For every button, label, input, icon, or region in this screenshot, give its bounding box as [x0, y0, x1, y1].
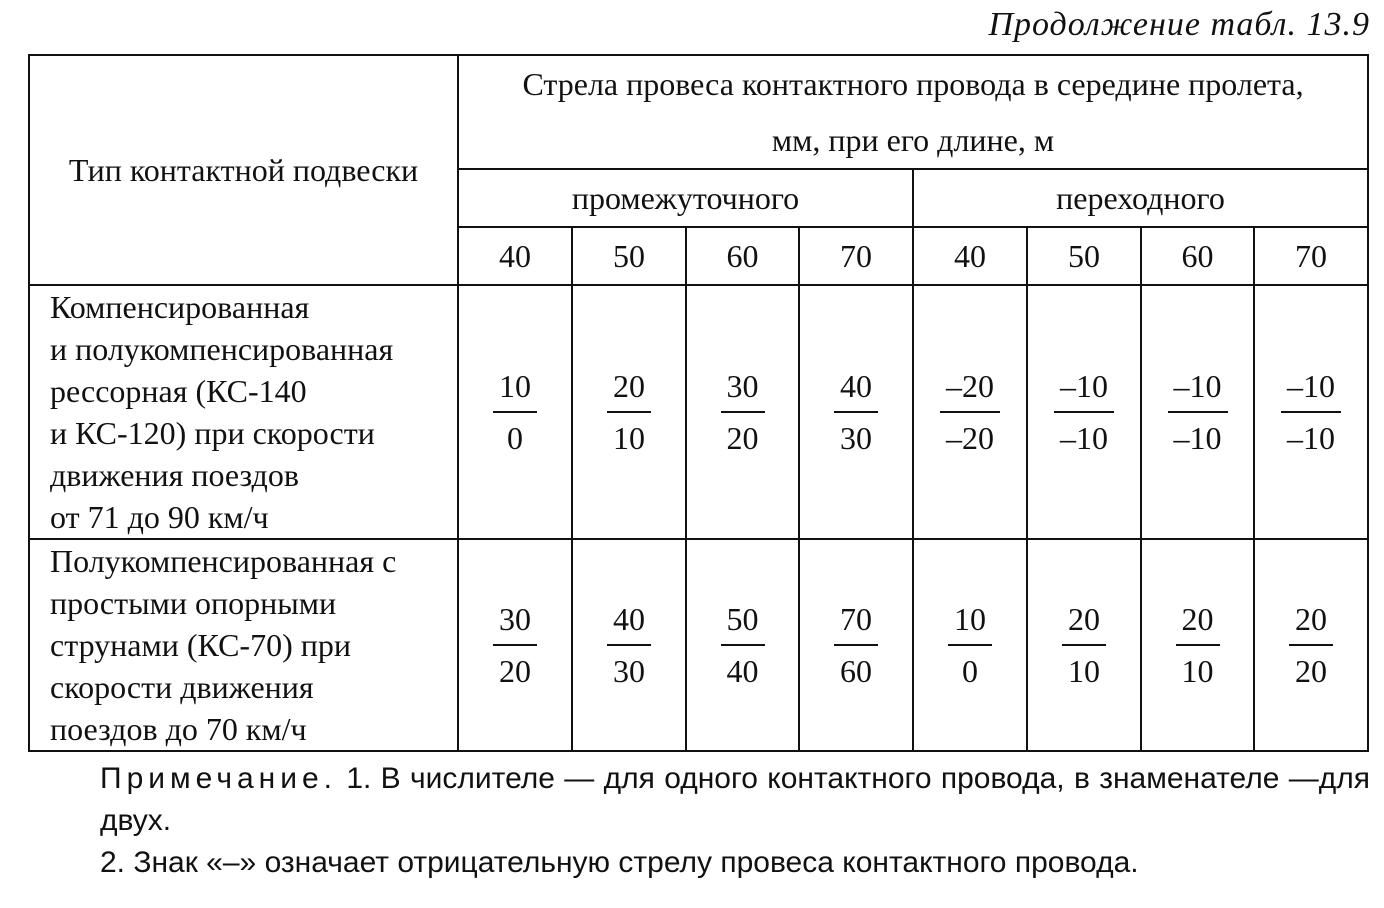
fraction	[948, 596, 992, 694]
numerator: 30	[499, 601, 531, 637]
value-cell	[1141, 539, 1254, 751]
fraction-bar	[721, 644, 765, 646]
length-header: 60	[1141, 227, 1254, 285]
fraction	[834, 363, 878, 461]
numerator: 30	[726, 368, 759, 404]
denominator: 30	[840, 420, 872, 456]
group-header-line-1: Стрела провеса контактного провода в середине пролета,	[522, 66, 1304, 102]
row-label: Полукомпенсированная с простыми опорными струнами (КС-70) при скорости движения поездов до 70 км/ч	[29, 539, 458, 751]
fraction	[1168, 363, 1228, 461]
value-cell	[913, 539, 1027, 751]
numerator: –10	[1060, 368, 1108, 404]
numerator: 20	[613, 368, 645, 404]
fraction-bar	[1054, 411, 1114, 413]
fraction-bar	[834, 411, 878, 413]
table-row	[29, 285, 1368, 539]
sub-header-transitional: переходного	[913, 169, 1368, 227]
numerator: 10	[954, 601, 986, 637]
fraction	[493, 363, 537, 461]
denominator: 0	[507, 420, 523, 456]
value-cell	[686, 539, 799, 751]
fraction-bar	[940, 411, 1000, 413]
fraction	[940, 363, 1000, 461]
denominator: 20	[499, 653, 531, 689]
fraction	[493, 596, 537, 694]
value-cell	[1027, 539, 1141, 751]
fraction-bar	[1176, 644, 1220, 646]
numerator: 70	[840, 601, 872, 637]
value-cell	[1254, 285, 1368, 539]
value-cell	[1027, 285, 1141, 539]
value-cell	[572, 285, 686, 539]
length-header: 70	[799, 227, 913, 285]
table-note	[0, 758, 1370, 884]
value-cell	[458, 539, 572, 751]
fraction-bar	[721, 411, 765, 413]
numerator: –10	[1287, 368, 1336, 404]
note-item-1	[0, 758, 1370, 842]
numerator: –20	[946, 368, 994, 404]
value-cell	[458, 285, 572, 539]
fraction	[721, 596, 765, 694]
fraction-bar	[834, 644, 878, 646]
denominator: 0	[962, 653, 978, 689]
fraction-bar	[948, 644, 992, 646]
fraction-bar	[1289, 644, 1333, 646]
fraction	[607, 596, 651, 694]
denominator: –20	[946, 420, 994, 456]
denominator: 10	[613, 420, 645, 456]
type-header: Тип контактной подвески	[29, 55, 458, 285]
fraction-bar	[1168, 411, 1228, 413]
numerator: 20	[1181, 601, 1214, 637]
value-cell	[799, 539, 913, 751]
fraction-bar	[1062, 644, 1106, 646]
fraction-bar	[607, 644, 651, 646]
length-header: 40	[458, 227, 572, 285]
numerator: –10	[1173, 368, 1222, 404]
row-label: Компенсированная и полукомпенсированная рессорная (КС-140 и КС-120) при скорости движения поездов от 71 до 90 км/ч	[29, 285, 458, 539]
denominator: 20	[726, 420, 759, 456]
numerator: 40	[840, 368, 872, 404]
fraction	[721, 363, 765, 461]
value-cell	[572, 539, 686, 751]
length-header: 50	[1027, 227, 1141, 285]
note-item-2: 2. Знак «–» означает отрицательную стрелу провеса контактного провода.	[100, 846, 1139, 879]
sag-table	[28, 54, 1369, 752]
group-header-line-2: мм, при его длине, м	[771, 122, 1055, 158]
note-item-1-text: 1. В числителе — для одного контактного провода, в знаменателе —для двух.	[100, 762, 1370, 837]
length-header: 60	[686, 227, 799, 285]
fraction	[1054, 363, 1114, 461]
denominator: 20	[1295, 653, 1328, 689]
length-header: 50	[572, 227, 686, 285]
fraction	[834, 596, 878, 694]
denominator: 10	[1068, 653, 1100, 689]
value-cell	[913, 285, 1027, 539]
fraction	[1062, 596, 1106, 694]
denominator: 30	[613, 653, 645, 689]
denominator: 40	[726, 653, 759, 689]
numerator: 10	[499, 368, 531, 404]
numerator: 40	[613, 601, 645, 637]
fraction	[607, 363, 651, 461]
sub-header-intermediate: промежуточного	[458, 169, 913, 227]
fraction-bar	[493, 411, 537, 413]
fraction-bar	[493, 644, 537, 646]
denominator: 60	[840, 653, 872, 689]
numerator: 20	[1068, 601, 1100, 637]
fraction	[1289, 596, 1333, 694]
numerator: 50	[726, 601, 759, 637]
length-header: 70	[1254, 227, 1368, 285]
value-cell	[1141, 285, 1254, 539]
fraction	[1281, 363, 1341, 461]
group-header	[458, 55, 1368, 169]
fraction-bar	[607, 411, 651, 413]
denominator: –10	[1060, 420, 1108, 456]
denominator: –10	[1287, 420, 1336, 456]
note-label: Примечание.	[100, 762, 337, 795]
value-cell	[686, 285, 799, 539]
numerator: 20	[1295, 601, 1328, 637]
table-caption: Продолжение табл. 13.9	[988, 6, 1370, 43]
denominator: 10	[1181, 653, 1214, 689]
fraction	[1176, 596, 1220, 694]
length-header: 40	[913, 227, 1027, 285]
table-row	[29, 539, 1368, 751]
denominator: –10	[1173, 420, 1222, 456]
value-cell	[799, 285, 913, 539]
fraction-bar	[1281, 411, 1341, 413]
value-cell	[1254, 539, 1368, 751]
